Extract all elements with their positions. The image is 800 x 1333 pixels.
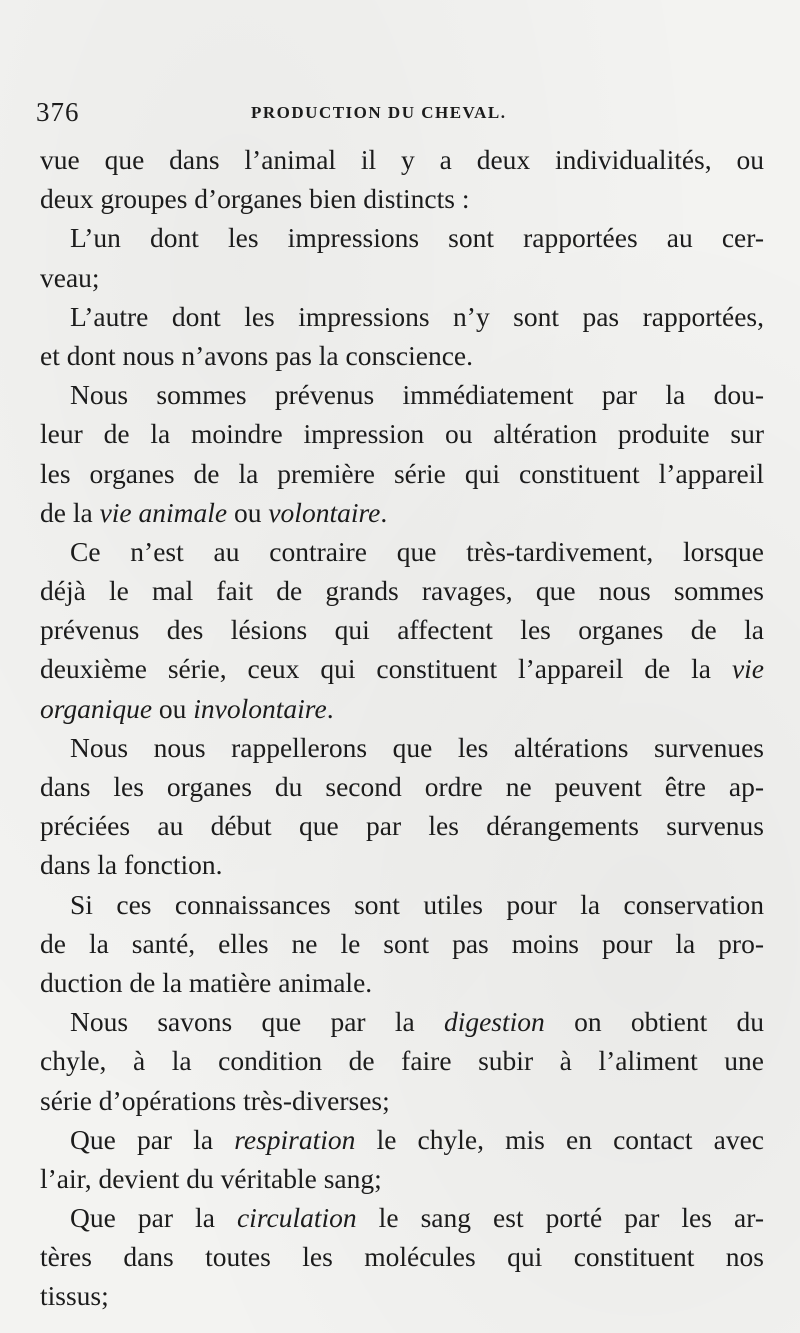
text-line: les organes de la première série qui constituent l’appareil [40,457,764,489]
text-line: deuxième série, ceux qui constituent l’appareil de la vie [40,653,764,685]
body-text [40,140,764,1316]
text-line: l’air, devient du véritable sang; [40,1162,382,1194]
text-line: prévenus des lésions qui affectent les organes de la [40,614,764,646]
text-line: de la vie animale ou volontaire. [40,496,388,528]
italic-term: vie [731,653,764,685]
text-line: Nous sommes prévenus immédiatement par la dou- [70,379,764,411]
text-line: chyle, à la condition de faire subir à l’aliment une [40,1045,764,1077]
text-line: de la santé, elles ne le sont pas moins pour la pro- [40,927,764,959]
text-line: duction de la matière animale. [40,966,373,998]
text-line: veau; [40,261,100,293]
italic-term: respiration [234,1123,356,1155]
text-line: dans la fonction. [40,849,223,881]
text-line: L’autre dont les impressions n’y sont pas rapportées, [70,300,764,332]
italic-term: vie animale [99,496,228,528]
text-line: Que par la circulation le sang est porté par les ar- [70,1202,764,1234]
italic-term: involontaire [193,692,327,724]
text-line: Nous nous rappellerons que les altérations survenues [70,731,764,763]
page-number: 376 [36,97,80,127]
text-line: série d’opérations très-diverses; [40,1084,390,1116]
text-line: et dont nous n’avons pas la conscience. [40,339,474,371]
text-line: leur de la moindre impression ou altération produite sur [40,418,764,450]
text-line: tissus; [40,1280,109,1312]
text-line: L’un dont les impressions sont rapportées au cer- [70,222,764,254]
text-line: Nous savons que par la digestion on obtient du [70,1006,764,1038]
italic-term: organique [40,692,153,724]
italic-term: digestion [443,1006,545,1038]
running-title: PRODUCTION DU CHEVAL. [251,103,507,122]
text-line: Que par la respiration le chyle, mis en contact avec [70,1123,764,1155]
text-line: dans les organes du second ordre ne peuvent être ap- [40,771,764,802]
text-line: préciées au début que par les dérangements survenus [40,810,764,842]
text-line: Ce n’est au contraire que très-tardivement, lorsque [70,535,764,567]
page-header [36,97,764,131]
text-line: deux groupes d’organes bien distincts : [40,183,470,215]
italic-term: volontaire [268,496,381,528]
text-line: vue que dans l’animal il y a deux individualités, ou [40,144,764,175]
text-line: tères dans toutes les molécules qui constituent nos [40,1241,764,1273]
text-line: déjà le mal fait de grands ravages, que nous sommes [40,575,764,607]
italic-term: circulation [236,1202,357,1234]
text-line: organique ou involontaire. [40,692,334,724]
text-line: Si ces connaissances sont utiles pour la conservation [70,888,764,920]
